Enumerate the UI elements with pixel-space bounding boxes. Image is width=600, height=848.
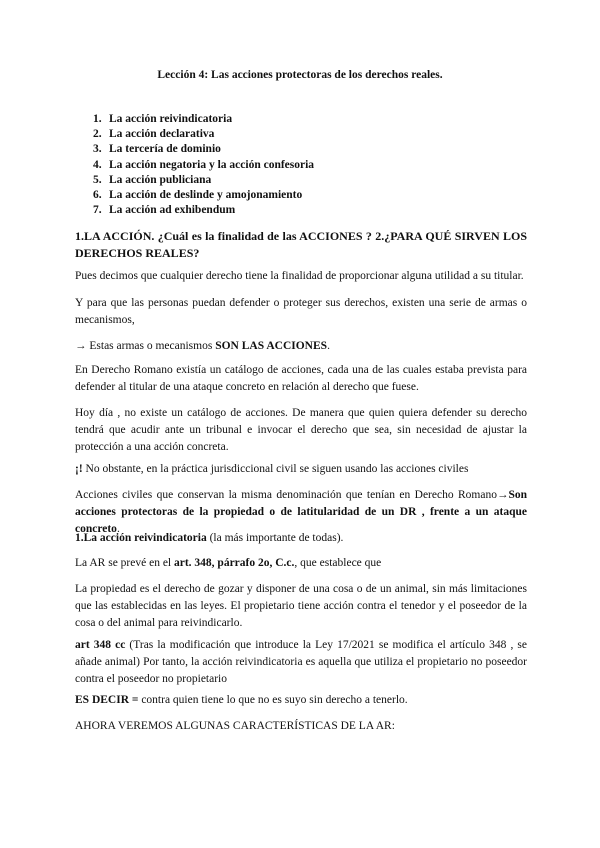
index-item: 6. La acción de deslinde y amojonamiento <box>93 189 303 202</box>
paragraph: La AR se prevé en el art. 348, párrafo 2o, C.c., que establece que <box>75 557 382 569</box>
index-item: 3. La tercería de dominio <box>93 143 221 156</box>
index-item: 5. La acción publiciana <box>93 173 212 186</box>
lesson-index-list <box>93 112 314 218</box>
paragraph: Pues decimos que cualquier derecho tiene la finalidad de proporcionar alguna utilidad a su titular. <box>75 270 524 282</box>
paragraph: ¡! No obstante, en la práctica jurisdiccional civil se siguen usando las acciones civiles <box>75 463 469 475</box>
paragraph: art 348 cc (Tras la modificación que introduce la Ley 17/2021 se modifica el artículo 348 , se añade animal) Por tanto, la acción reivindicatoria es aquella que utiliza el propietario no poseedor contra el poseedor no propietario <box>75 639 527 685</box>
index-item: 4. La acción negatoria y la acción confesoria <box>93 158 315 171</box>
index-item: 1. La acción reivindicatoria <box>93 113 233 125</box>
paragraph: Acciones civiles que conservan la misma denominación que tenían en Derecho Romano→Son acciones protectoras de la propiedad o de latitularidad de un DR , frente a un ataque concreto. <box>75 489 527 535</box>
subsection-heading: 1.La acción reivindicatoria (la más importante de todas). <box>75 532 344 544</box>
paragraph: Hoy día , no existe un catálogo de acciones. De manera que quien quiera defender su derecho tendrá que acudir ante un tribunal e invocar el derecho que sea, sin necesidad de ajustar la protección a una acción concreta. <box>75 407 527 453</box>
paragraph: ES DECIR = contra quien tiene lo que no es suyo sin derecho a tenerlo. <box>75 694 408 706</box>
lesson-title: Lección 4: Las acciones protectoras de los derechos reales. <box>157 69 443 81</box>
paragraph: AHORA VEREMOS ALGUNAS CARACTERÍSTICAS DE LA AR: <box>75 720 395 732</box>
index-item: 2. La acción declarativa <box>93 128 215 141</box>
paragraph: La propiedad es el derecho de gozar y disponer de una cosa o de un animal, sin más limitaciones que las establecidas en las leyes. El propietario tiene acción contra el tenedor y el poseedor de la cosa o del animal para reivindicarlo. <box>75 583 527 629</box>
paragraph: Y para que las personas puedan defender o proteger sus derechos, existen una serie de armas o mecanismos, <box>75 297 527 326</box>
paragraph: En Derecho Romano existía un catálogo de acciones, cada una de las cuales estaba prevista para defender al titular de una ataque concreto en relación al derecho que fuese. <box>75 364 527 393</box>
section-heading: 1.LA ACCIÓN. ¿Cuál es la finalidad de las ACCIONES ? 2.¿PARA QUÉ SIRVEN LOS DERECHOS REALES? <box>75 229 527 260</box>
paragraph: → Estas armas o mecanismos SON LAS ACCIONES. <box>75 340 330 352</box>
index-item: 7. La acción ad exhibendum <box>93 204 236 217</box>
